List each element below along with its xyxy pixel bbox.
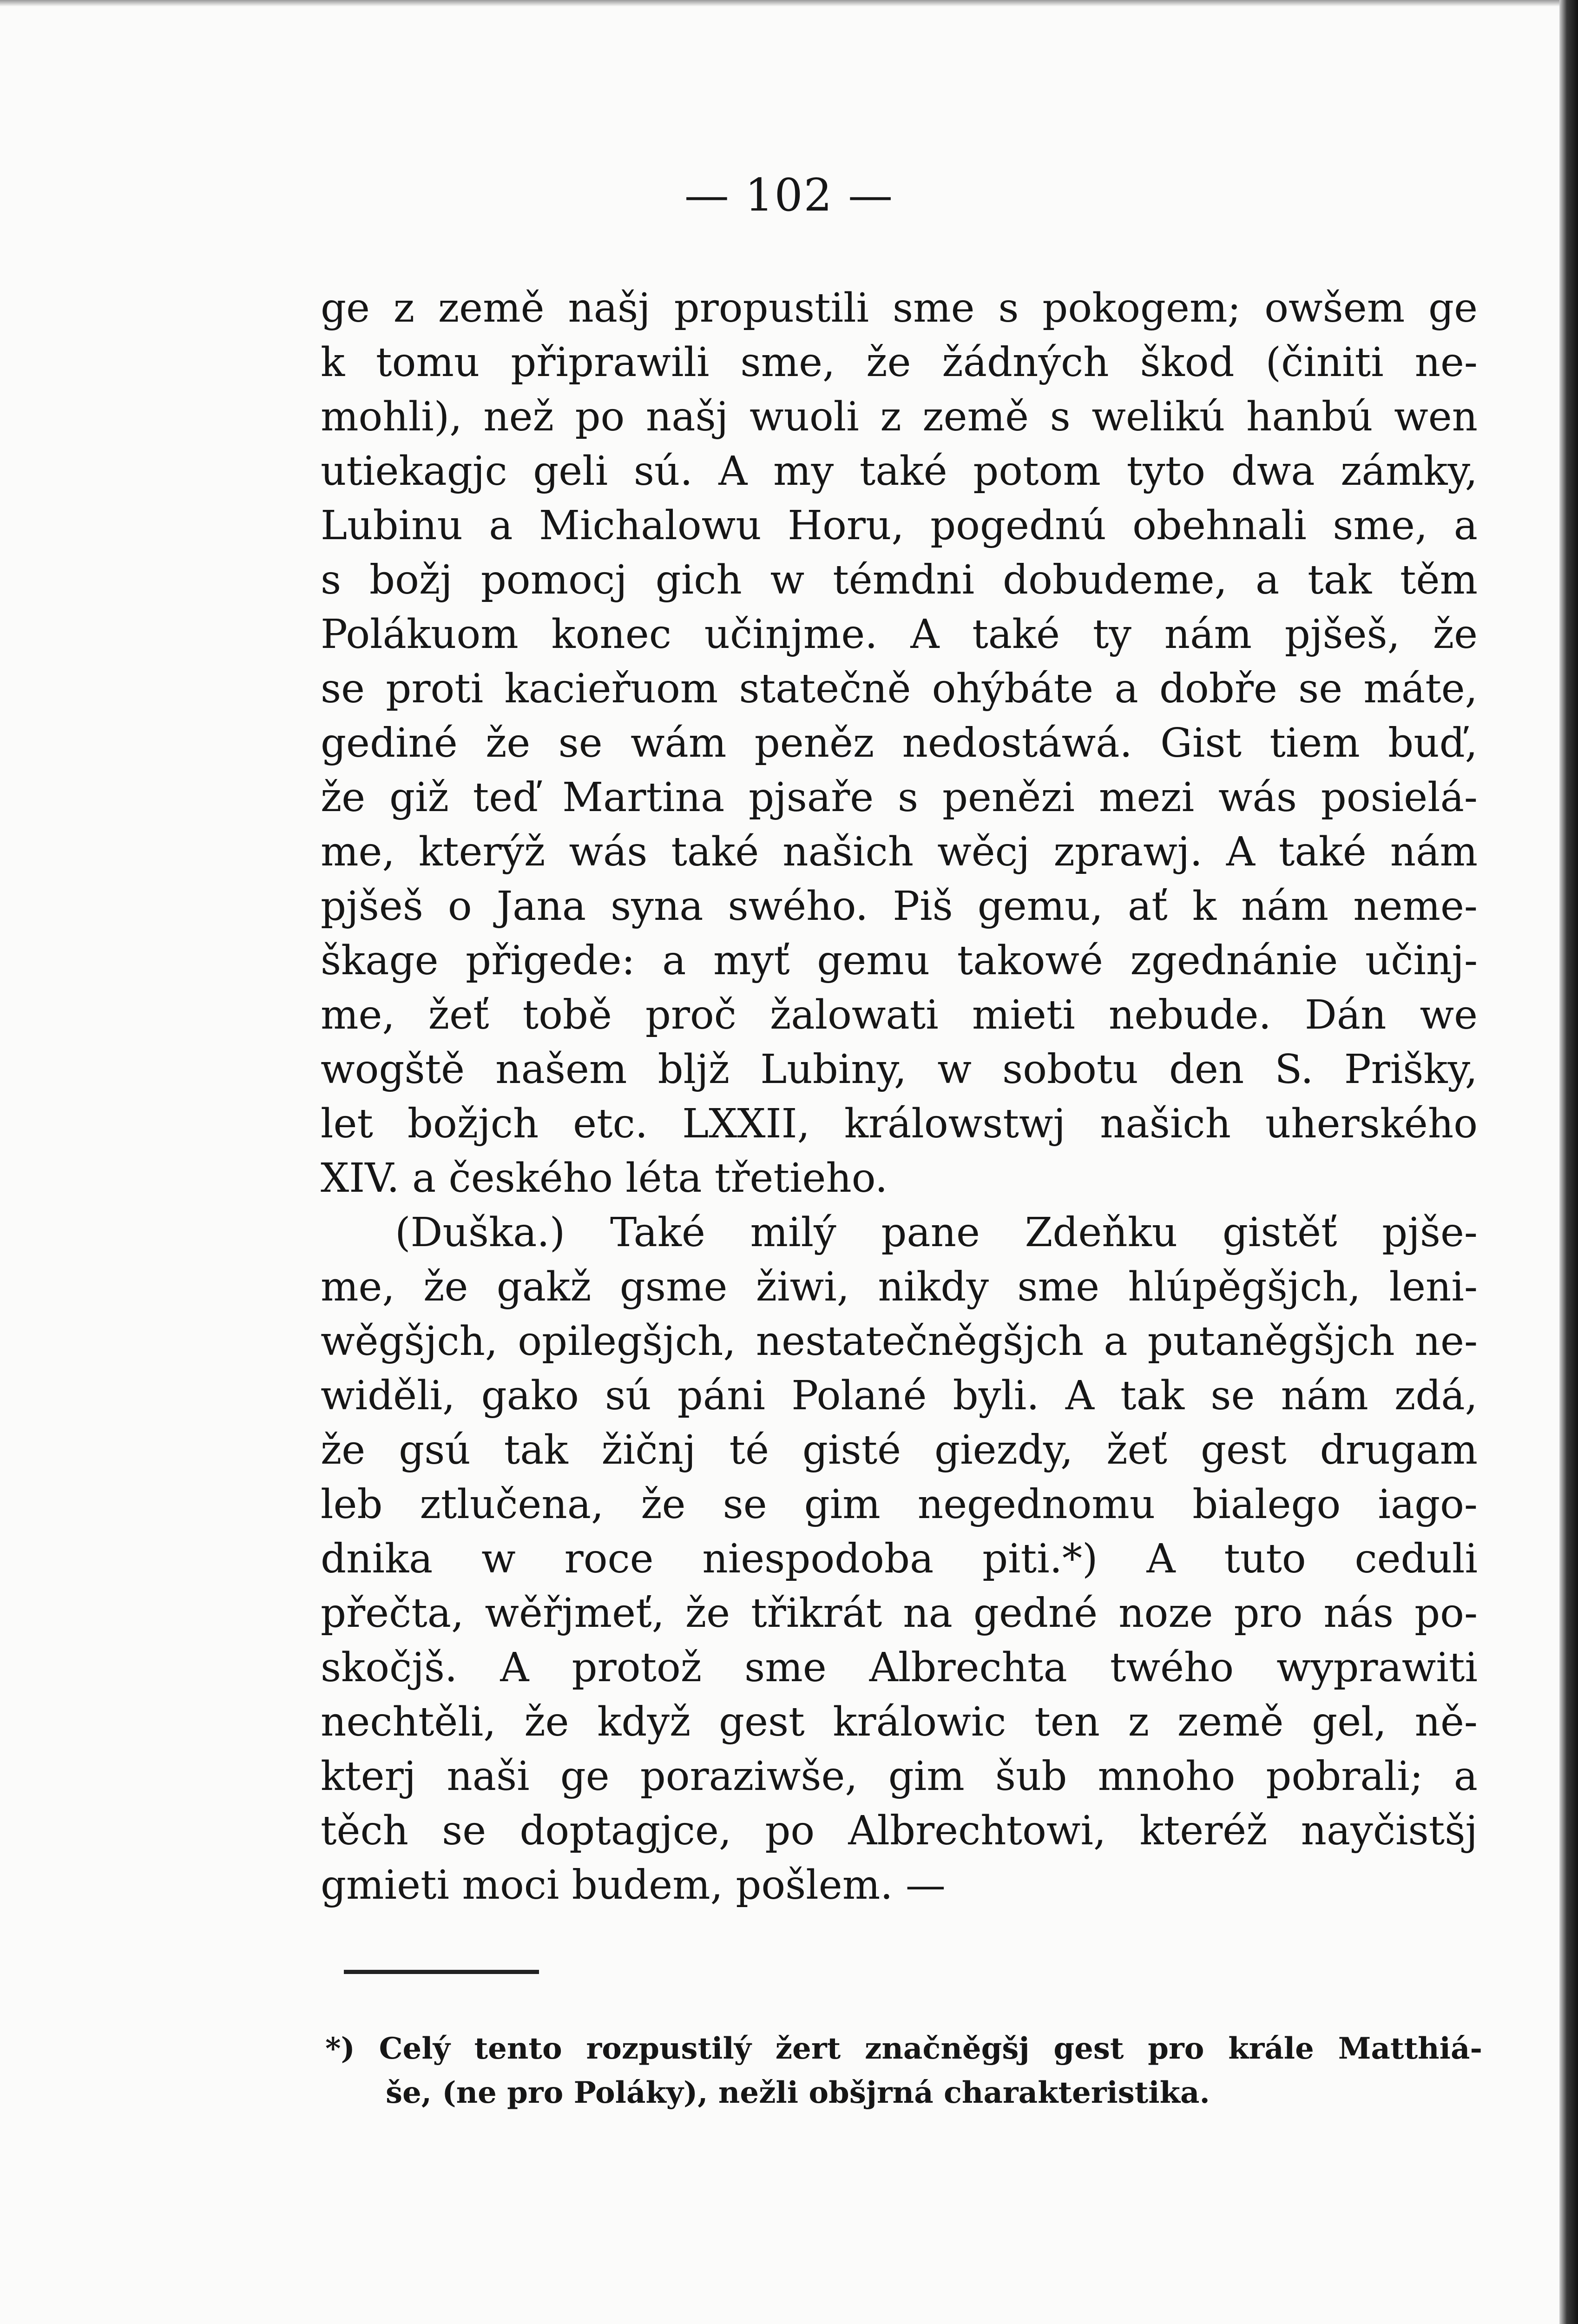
page-number-header: — 102 —	[684, 169, 894, 221]
text-line: gediné že se wám peněz nedostáwá. Gist tiem buď,	[321, 720, 1478, 766]
text-line: me, že gakž gsme žiwi, nikdy sme hlúpěgšjch, leni-	[321, 1264, 1478, 1310]
text-line: mohli), než po našj wuoli z země s welikú hanbú wen	[321, 394, 1478, 440]
text-line: s božj pomocj gich w témdni dobudeme, a tak těm	[321, 557, 1478, 603]
text-line: těch se doptagjce, po Albrechtowi, kteréž nayčistšj	[321, 1808, 1478, 1854]
footnote-divider	[344, 1970, 539, 1974]
main-text-block	[321, 281, 1478, 1913]
footnote-line: *) Celý tento rozpustilý žert značněgšj gest pro krále Matthiá-	[325, 2031, 1482, 2066]
text-line: že giž teď Martina pjsaře s penězi mezi wás posielá-	[321, 774, 1478, 821]
text-line: leb ztlučena, že se gim negednomu bialego iago-	[321, 1481, 1478, 1528]
scan-binding-edge	[1559, 0, 1578, 2324]
text-line: nechtěli, že když gest králowic ten z země gel, ně-	[321, 1699, 1478, 1745]
text-line: se proti kacieřuom statečně ohýbáte a dobře se máte,	[321, 666, 1478, 712]
text-line: že gsú tak žičnj té gisté giezdy, žeť gest drugam	[321, 1427, 1478, 1473]
footnote-line: še, (ne pro Poláky), nežli obšjrná charakteristika.	[386, 2075, 1210, 2110]
text-line: škage přigede: a myť gemu takowé zgednánie učinj-	[321, 938, 1478, 984]
text-line: skočjš. A protož sme Albrechta twého wyprawiti	[321, 1644, 1478, 1691]
text-line: utiekagjc geli sú. A my také potom tyto dwa zámky,	[321, 448, 1478, 495]
text-line: kterj naši ge poraziwše, gim šub mnoho pobrali; a	[321, 1753, 1478, 1800]
text-line: k tomu připrawili sme, že žádných škod (činiti ne-	[321, 339, 1478, 386]
text-line: XIV. a českého léta třetieho.	[321, 1155, 888, 1202]
scan-top-edge	[0, 0, 1578, 7]
text-line: gmieti moci budem, pošlem. —	[321, 1862, 946, 1908]
text-line: Polákuom konec učinjme. A také ty nám pjšeš, že	[321, 611, 1478, 658]
text-line: přečta, wěřjmeť, že třikrát na gedné noze pro nás po-	[321, 1590, 1478, 1637]
text-line: pjšeš o Jana syna swého. Piš gemu, ať k nám neme-	[321, 883, 1478, 930]
text-line: wogště našem bljž Lubiny, w sobotu den S. Prišky,	[321, 1046, 1478, 1093]
text-line: dnika w roce niespodoba piti.*) A tuto ceduli	[321, 1536, 1478, 1582]
text-line: me, žeť tobě proč žalowati mieti nebude. Dán we	[321, 992, 1478, 1038]
paragraph-start-line: (Duška.) Také milý pane Zdeňku gistěť pjše-	[395, 1209, 1478, 1256]
text-line: Lubinu a Michalowu Horu, pogednú obehnali sme, a	[321, 502, 1478, 549]
text-line: widěli, gako sú páni Polané byli. A tak se nám zdá,	[321, 1373, 1478, 1419]
text-line: let božjch etc. LXXII, králowstwj našich uherského	[321, 1101, 1478, 1147]
text-line: ge z země našj propustili sme s pokogem; owšem ge	[321, 285, 1478, 331]
text-line: wěgšjch, opilegšjch, nestatečněgšjch a putaněgšjch ne-	[321, 1318, 1478, 1365]
footnote-block	[325, 2027, 1482, 2115]
text-line: me, kterýž wás také našich wěcj zprawj. A také nám	[321, 829, 1478, 875]
